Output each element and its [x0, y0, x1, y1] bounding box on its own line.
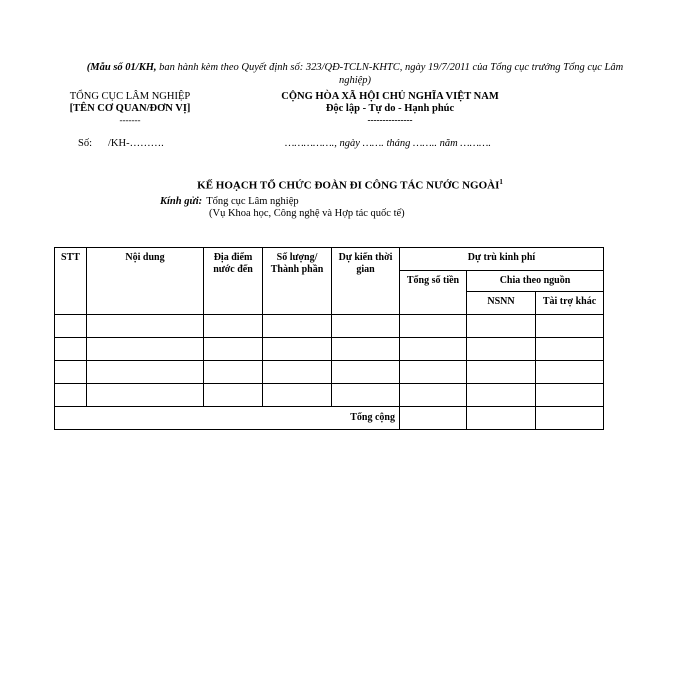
table-row	[55, 384, 604, 407]
form-note	[70, 61, 640, 87]
header-nsnn: NSNN	[467, 292, 536, 315]
number-code: /KH-……….	[108, 138, 164, 149]
recipient-department: (Vụ Khoa học, Công nghệ và Hợp tác quốc tế)	[209, 208, 405, 219]
motto: Độc lập - Tự do - Hạnh phúc	[325, 103, 455, 114]
national-motto-block	[275, 91, 505, 125]
place-date: ……………., ngày ……. tháng …….. năm ……….	[285, 138, 491, 149]
recipient-name: Tổng cục Lâm nghiệp	[206, 196, 299, 207]
header-quantity: Số lượng/ Thành phần	[263, 248, 332, 315]
left-divider: -------	[119, 115, 141, 125]
title-text: KẾ HOẠCH TỔ CHỨC ĐOÀN ĐI CÔNG TÁC NƯỚC NGOÀI	[197, 179, 500, 192]
issuing-agency-block	[55, 91, 205, 125]
total-label: Tổng cộng	[55, 407, 400, 430]
country-name: CỘNG HÒA XÃ HỘI CHỦ NGHĨA VIỆT NAM	[281, 91, 499, 102]
header-stt: STT	[55, 248, 87, 315]
total-row	[55, 407, 604, 430]
plan-table	[54, 247, 604, 430]
header-content: Nội dung	[87, 248, 204, 315]
table-row	[55, 315, 604, 338]
recipient-block	[160, 196, 405, 220]
number-label: Số:	[78, 138, 93, 149]
unit-name: [TÊN CƠ QUAN/ĐƠN VỊ]	[69, 103, 191, 114]
header-by-source: Chia theo nguồn	[467, 271, 604, 292]
header-time: Dự kiến thời gian	[332, 248, 400, 315]
form-note-text: ban hành kèm theo Quyết định số: 323/QĐ-TCLN-KHTC, ngày 19/7/2011 của Tổng cục trưởng Tổng cục Lâm nghiệp)	[156, 62, 624, 86]
title-footnote: 1	[499, 178, 503, 186]
recipient-label: Kính gửi:	[160, 196, 203, 207]
header-total-amount: Tổng số tiền	[400, 271, 467, 315]
table-row	[55, 361, 604, 384]
header-sponsor: Tài trợ khác	[536, 292, 604, 315]
table-row	[55, 338, 604, 361]
header-destination: Địa điểm nước đến	[204, 248, 263, 315]
document-number	[78, 138, 180, 149]
form-number: (Mẫu số 01/KH,	[86, 62, 157, 73]
right-divider: ---------------	[367, 115, 413, 125]
parent-agency: TỔNG CỤC LÂM NGHIỆP	[69, 91, 191, 102]
document-title	[100, 178, 600, 192]
header-budget: Dự trù kinh phí	[400, 248, 604, 271]
